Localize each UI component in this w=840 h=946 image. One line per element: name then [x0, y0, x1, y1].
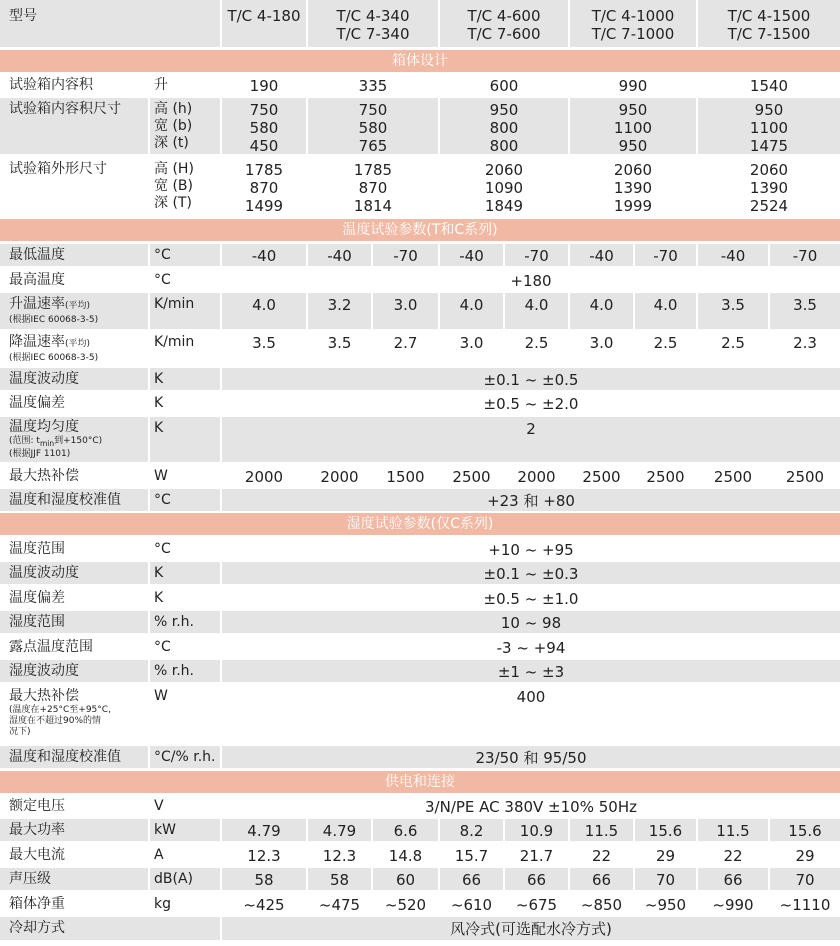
value-cell: 29 [655, 847, 676, 865]
value-cell: 4.79 [308, 819, 371, 841]
value-cell: ~850 [580, 896, 623, 914]
value-cell: 2000 [244, 468, 284, 486]
value-cell: 3.5 [252, 334, 276, 352]
model-header: T/C 4-600 T/C 7-600 [440, 0, 568, 47]
row-label-hum_range: 湿度范围 [0, 611, 148, 633]
value-span: +180 [510, 272, 552, 290]
value-span: 400 [516, 688, 546, 706]
value-cell: 2500 [582, 468, 621, 486]
row-unit-h_temp_fluct: K [150, 562, 220, 584]
model-header: T/C 4-1500 T/C 7-1500 [698, 0, 840, 47]
value-cell: -40 [308, 244, 371, 266]
row-label-h_temp_range: 温度范围 [9, 541, 65, 557]
value-cell: 12.3 [247, 847, 281, 865]
value-cell: 4.0 [222, 293, 306, 329]
value-cell: 4.0 [570, 293, 633, 329]
value-cell: -70 [770, 244, 840, 266]
value-cell: 15.6 [770, 819, 840, 841]
row-label-temp_dev: 温度偏差 [9, 395, 65, 411]
value-cell: 2.5 [721, 334, 745, 352]
value-cell: 2.3 [793, 334, 817, 352]
row-unit-max_current: A [154, 847, 164, 863]
row-unit-calib_hum: °C/% r.h. [150, 746, 220, 768]
value-cell: 70 [770, 868, 840, 890]
value-cell: 2500 [452, 468, 491, 486]
value-cell: 2060 1390 2524 [749, 161, 789, 215]
row-unit-temp_unif: K [150, 417, 220, 462]
row-label-h_temp_dev: 温度偏差 [9, 590, 65, 606]
row-label-calib_temp: 温度和湿度校准值 [0, 489, 148, 511]
model-header: T/C 4-340 T/C 7-340 [308, 0, 438, 47]
sub-text: min [39, 438, 55, 448]
value-cell: 1785 870 1814 [353, 161, 393, 215]
row-label-max_current: 最大电流 [9, 847, 65, 863]
row-label-cooling: 冷却方式 [0, 917, 220, 940]
row-unit-temp_fluct: K [150, 368, 220, 390]
row-unit-inner_volume: 升 [154, 77, 168, 93]
row-unit-net_weight: kg [154, 896, 171, 912]
value-span: -3 ~ +94 [496, 639, 566, 657]
value-span: 23/50 和 95/50 [222, 746, 840, 768]
value-cell: 22 [591, 847, 612, 865]
row-label-note: (平均) [65, 301, 91, 311]
row-label-sub: (根据JJF 1101) [9, 448, 71, 459]
value-cell: 2060 1390 1999 [613, 161, 653, 215]
row-unit-max_temp: °C [154, 272, 171, 288]
value-cell: 66 [570, 868, 633, 890]
row-label-inner_dims: 试验箱内容积尺寸 [0, 98, 148, 154]
sub-text: 到+150°C) [54, 436, 103, 446]
value-cell: 2.5 [653, 334, 678, 352]
sub-text: (范围: t [9, 436, 40, 446]
row-unit-sound: dB(A) [150, 868, 220, 890]
value-cell: 950 1100 1475 [698, 98, 840, 154]
value-span: +10 ~ +95 [488, 541, 574, 559]
row-label-text: 温度均匀度 [9, 419, 79, 435]
value-cell: 750 580 765 [308, 98, 438, 154]
value-span: 10 ~ 98 [222, 611, 840, 633]
value-cell: 11.5 [698, 819, 768, 841]
value-cell: 4.0 [635, 293, 696, 329]
value-cell: ~425 [243, 896, 285, 914]
row-label-text: 最大热补偿 [9, 688, 79, 704]
section-cabinet: 箱体设计 [0, 50, 840, 72]
row-label-inner_volume: 试验箱内容积 [9, 77, 93, 93]
row-label-text: 降温速率 [9, 334, 65, 350]
value-cell: 4.0 [505, 293, 568, 329]
value-cell: 29 [795, 847, 815, 865]
row-unit-hum_range: % r.h. [150, 611, 220, 633]
value-cell: -40 [222, 244, 306, 266]
value-cell: 15.7 [454, 847, 489, 865]
row-unit-min_temp: °C [150, 244, 220, 266]
value-cell: 950 800 800 [440, 98, 568, 154]
value-cell: 70 [635, 868, 696, 890]
value-cell: -40 [698, 244, 768, 266]
value-cell: 15.6 [635, 819, 696, 841]
value-cell: 2000 [517, 468, 556, 486]
value-cell: 3.0 [459, 334, 484, 352]
row-unit-cool_rate: K/min [154, 334, 195, 350]
value-cell: 3.0 [373, 293, 438, 329]
value-cell: 66 [505, 868, 568, 890]
value-cell: ~1110 [779, 896, 831, 914]
value-cell: ~675 [515, 896, 558, 914]
section-power: 供电和连接 [0, 771, 840, 793]
value-cell: -70 [505, 244, 568, 266]
value-span: ±0.5 ~ ±2.0 [483, 395, 579, 413]
row-unit-heat_rate: K/min [150, 293, 220, 329]
value-cell: 3.5 [698, 293, 768, 329]
value-cell: 2500 [646, 468, 685, 486]
header-label: 型号 [0, 0, 220, 47]
value-cell: ~990 [712, 896, 754, 914]
value-cell: 11.5 [570, 819, 633, 841]
value-span: 3/N/PE AC 380V ±10% 50Hz [425, 798, 637, 816]
value-cell: 600 [489, 77, 519, 95]
value-cell: 2060 1090 1849 [484, 161, 524, 215]
row-unit-dew_range: °C [154, 639, 171, 655]
model-header: T/C 4-180 [222, 0, 306, 47]
row-label-sub [9, 436, 148, 449]
value-cell: ~950 [644, 896, 687, 914]
value-cell: 990 [618, 77, 648, 95]
value-cell: 1500 [386, 468, 425, 486]
value-span: 2 [222, 417, 840, 462]
row-label-max_temp: 最高温度 [9, 272, 65, 288]
section-temperature: 温度试验参数(T和C系列) [0, 219, 840, 241]
value-cell: -40 [440, 244, 503, 266]
row-unit-temp_dev: K [154, 395, 164, 411]
value-cell: 66 [698, 868, 768, 890]
row-label-max_heat_comp: 最大热补偿 [9, 468, 79, 484]
row-unit-rated_voltage: V [154, 798, 164, 814]
value-cell: 3.2 [308, 293, 371, 329]
value-cell: 4.79 [222, 819, 306, 841]
value-cell: -70 [373, 244, 438, 266]
row-unit-inner_dims: 高 (h) 宽 (b) 深 (t) [150, 98, 220, 154]
value-cell: 190 [249, 77, 279, 95]
value-cell: 2.7 [393, 334, 418, 352]
row-label-heat_rate [0, 293, 148, 329]
value-cell: 8.2 [440, 819, 503, 841]
value-span: +23 和 +80 [222, 489, 840, 511]
row-label-cool_rate [0, 331, 148, 367]
value-cell: 6.6 [373, 819, 438, 841]
row-label-rated_voltage: 额定电压 [9, 798, 65, 814]
row-unit-outer_dims: 高 (H) 宽 (B) 深 (T) [154, 161, 194, 211]
value-cell: 3.5 [770, 293, 840, 329]
value-span: ±0.1 ~ ±0.5 [222, 368, 840, 390]
row-label-note: (平均) [65, 339, 91, 349]
value-cell: 2500 [785, 468, 825, 486]
value-cell: ~475 [318, 896, 361, 914]
value-cell: 21.7 [519, 847, 554, 865]
row-unit-h_temp_range: °C [154, 541, 171, 557]
value-cell: 335 [358, 77, 388, 95]
value-cell: 750 580 450 [222, 98, 306, 154]
value-cell: 2.5 [524, 334, 549, 352]
value-cell: -70 [635, 244, 696, 266]
row-label-h_max_heat [0, 685, 148, 743]
value-cell: 3.0 [589, 334, 614, 352]
value-cell: ~520 [384, 896, 427, 914]
value-cell: 1785 870 1499 [244, 161, 284, 215]
row-label-hum_fluct: 湿度波动度 [0, 660, 148, 682]
value-cell: 58 [222, 868, 306, 890]
value-cell: 60 [373, 868, 438, 890]
row-label-sub: (温度在+25°C至+95°C, 湿度在不超过90%的情 况下) [9, 705, 111, 737]
section-humidity: 湿度试验参数(仅C系列) [0, 513, 840, 535]
value-cell: 3.5 [327, 334, 352, 352]
row-unit-calib_temp: °C [150, 489, 220, 511]
value-cell: 1540 [749, 77, 789, 95]
model-header: T/C 4-1000 T/C 7-1000 [570, 0, 696, 47]
value-cell: 22 [723, 847, 743, 865]
row-label-outer_dims: 试验箱外形尺寸 [9, 161, 107, 177]
row-label-text: 升温速率 [9, 296, 65, 312]
value-cell: -40 [570, 244, 633, 266]
value-cell: 2500 [713, 468, 753, 486]
value-cell: ~610 [450, 896, 493, 914]
value-cell: 14.8 [388, 847, 423, 865]
value-cell: 58 [308, 868, 371, 890]
row-label-dew_range: 露点温度范围 [9, 639, 93, 655]
row-label-max_power: 最大功率 [0, 819, 148, 841]
value-cell: 950 1100 950 [570, 98, 696, 154]
row-unit-hum_fluct: % r.h. [150, 660, 220, 682]
row-label-sound: 声压级 [0, 868, 148, 890]
row-unit-max_power: kW [150, 819, 220, 841]
row-unit-max_heat_comp: W [154, 468, 168, 484]
row-unit-h_max_heat: W [154, 688, 168, 704]
row-label-sub: (根据IEC 60068-3-5) [9, 353, 99, 363]
row-label-min_temp: 最低温度 [0, 244, 148, 266]
row-label-calib_hum: 温度和湿度校准值 [0, 746, 148, 768]
value-cell: 4.0 [440, 293, 503, 329]
value-span: ±0.5 ~ ±1.0 [483, 590, 579, 608]
value-cell: 66 [440, 868, 503, 890]
value-cell: 10.9 [505, 819, 568, 841]
value-span: ±1 ~ ±3 [222, 660, 840, 682]
value-cell: 2000 [320, 468, 359, 486]
value-span: 风冷式(可选配水冷方式) [222, 917, 840, 940]
row-label-temp_unif [0, 417, 148, 462]
value-span: ±0.1 ~ ±0.3 [222, 562, 840, 584]
row-unit-h_temp_dev: K [154, 590, 164, 606]
row-label-temp_fluct: 温度波动度 [0, 368, 148, 390]
value-cell: 12.3 [322, 847, 357, 865]
row-label-net_weight: 箱体净重 [9, 896, 65, 912]
row-label-h_temp_fluct: 温度波动度 [0, 562, 148, 584]
row-label-sub: (根据IEC 60068-3-5) [9, 315, 99, 325]
